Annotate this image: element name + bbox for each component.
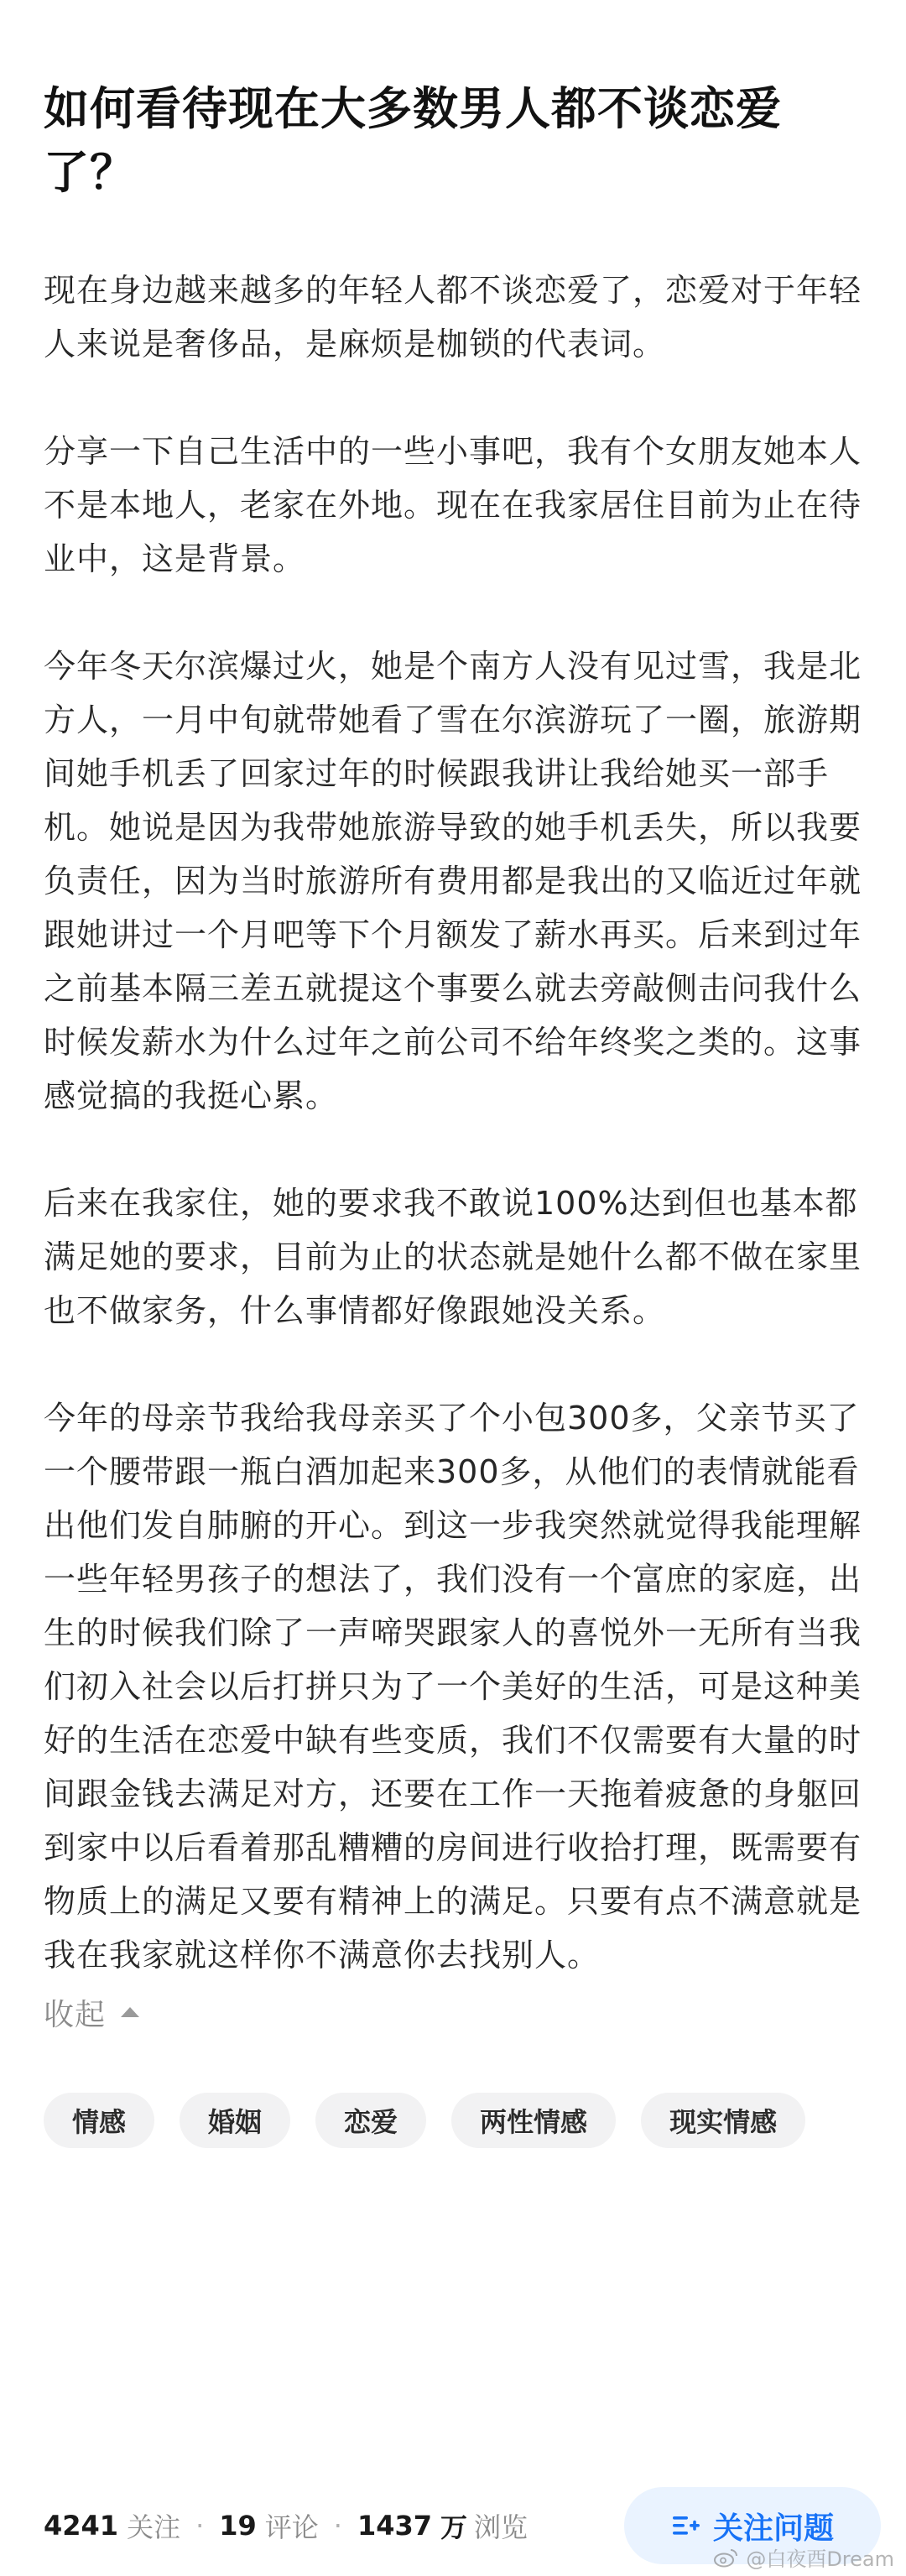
followers-label: 关注: [127, 2511, 181, 2543]
views-label: 浏览: [474, 2511, 528, 2543]
topic-tag[interactable]: 现实情感: [641, 2093, 805, 2148]
weibo-icon: [714, 2547, 739, 2568]
question-description: [44, 263, 862, 1982]
collapse-label: 收起: [44, 1997, 107, 2032]
topic-tag[interactable]: 情感: [44, 2093, 154, 2148]
comments-label: 评论: [264, 2511, 319, 2543]
followers-count: 4241: [44, 2510, 119, 2542]
caret-up-icon: [121, 2007, 139, 2017]
question-stats: [44, 2506, 528, 2545]
views-unit: 万: [440, 2511, 468, 2543]
topic-tag[interactable]: 恋爱: [315, 2093, 426, 2148]
topic-tag[interactable]: 两性情感: [451, 2093, 616, 2148]
separator-dot: ·: [195, 2510, 205, 2542]
watermark-text: @白夜酉Dream: [746, 2547, 894, 2571]
question-paragraph: 分享一下自己生活中的一些小事吧，我有个女朋友她本人不是本地人，老家在外地。现在在我家居住目前为止在待业中，这是背景。: [44, 433, 862, 577]
plus-list-icon: [671, 2511, 701, 2541]
separator-dot: ·: [333, 2510, 342, 2542]
watermark: [714, 2542, 894, 2572]
comments-count: 19: [219, 2510, 257, 2542]
question-paragraph: 今年冬天尔滨爆过火，她是个南方人没有见过雪，我是北方人，一月中旬就带她看了雪在尔滨游玩了一圈，旅游期间她手机丢了回家过年的时候跟我讲让我给她买一部手机。她说是因为我带她旅游导致的她手机丢失，所以我要负责任，因为当时旅游所有费用都是我出的又临近过年就跟她讲过一个月吧等下个月额发了薪水再买。后来到过年之前基本隔三差五就提这个事要么就去旁敲侧击问我什么时候发薪水为什么过年之前公司不给年终奖之类的。这事感觉搞的我挺心累。: [44, 648, 862, 1114]
collapse-button[interactable]: [44, 1987, 862, 2037]
topic-tag[interactable]: 婚姻: [180, 2093, 290, 2148]
question-paragraph: 今年的母亲节我给我母亲买了个小包300多，父亲节买了一个腰带跟一瓶白酒加起来300多，从他们的表情就能看出他们发自肺腑的开心。到这一步我突然就觉得我能理解一些年轻男孩子的想法了，我们没有一个富庶的家庭，出生的时候我们除了一声啼哭跟家人的喜悦外一无所有当我们初入社会以后打拼只为了一个美好的生活，可是这种美好的生活在恋爱中缺有些变质，我们不仅需要有大量的时间跟金钱去满足对方，还要在工作一天拖着疲惫的身躯回到家中以后看着那乱糟糟的房间进行收拾打理，既需要有物质上的满足又要有精神上的满足。只要有点不满意就是我在我家就这样你不满意你去找别人。: [44, 1400, 862, 1974]
topic-tags: [44, 2093, 862, 2148]
views-count: 1437: [357, 2510, 433, 2542]
question-title: 如何看待现在大多数男人都不谈恋爱了？: [44, 82, 782, 199]
question-paragraph: 现在身边越来越多的年轻人都不谈恋爱了，恋爱对于年轻人来说是奢侈品，是麻烦是枷锁的代表词。: [44, 272, 862, 362]
follow-question-label: 关注问题: [712, 2511, 834, 2546]
question-paragraph: 后来在我家住，她的要求我不敢说100%达到但也基本都满足她的要求，目前为止的状态就是她什么都不做在家里也不做家务，什么事情都好像跟她没关系。: [44, 1185, 862, 1329]
